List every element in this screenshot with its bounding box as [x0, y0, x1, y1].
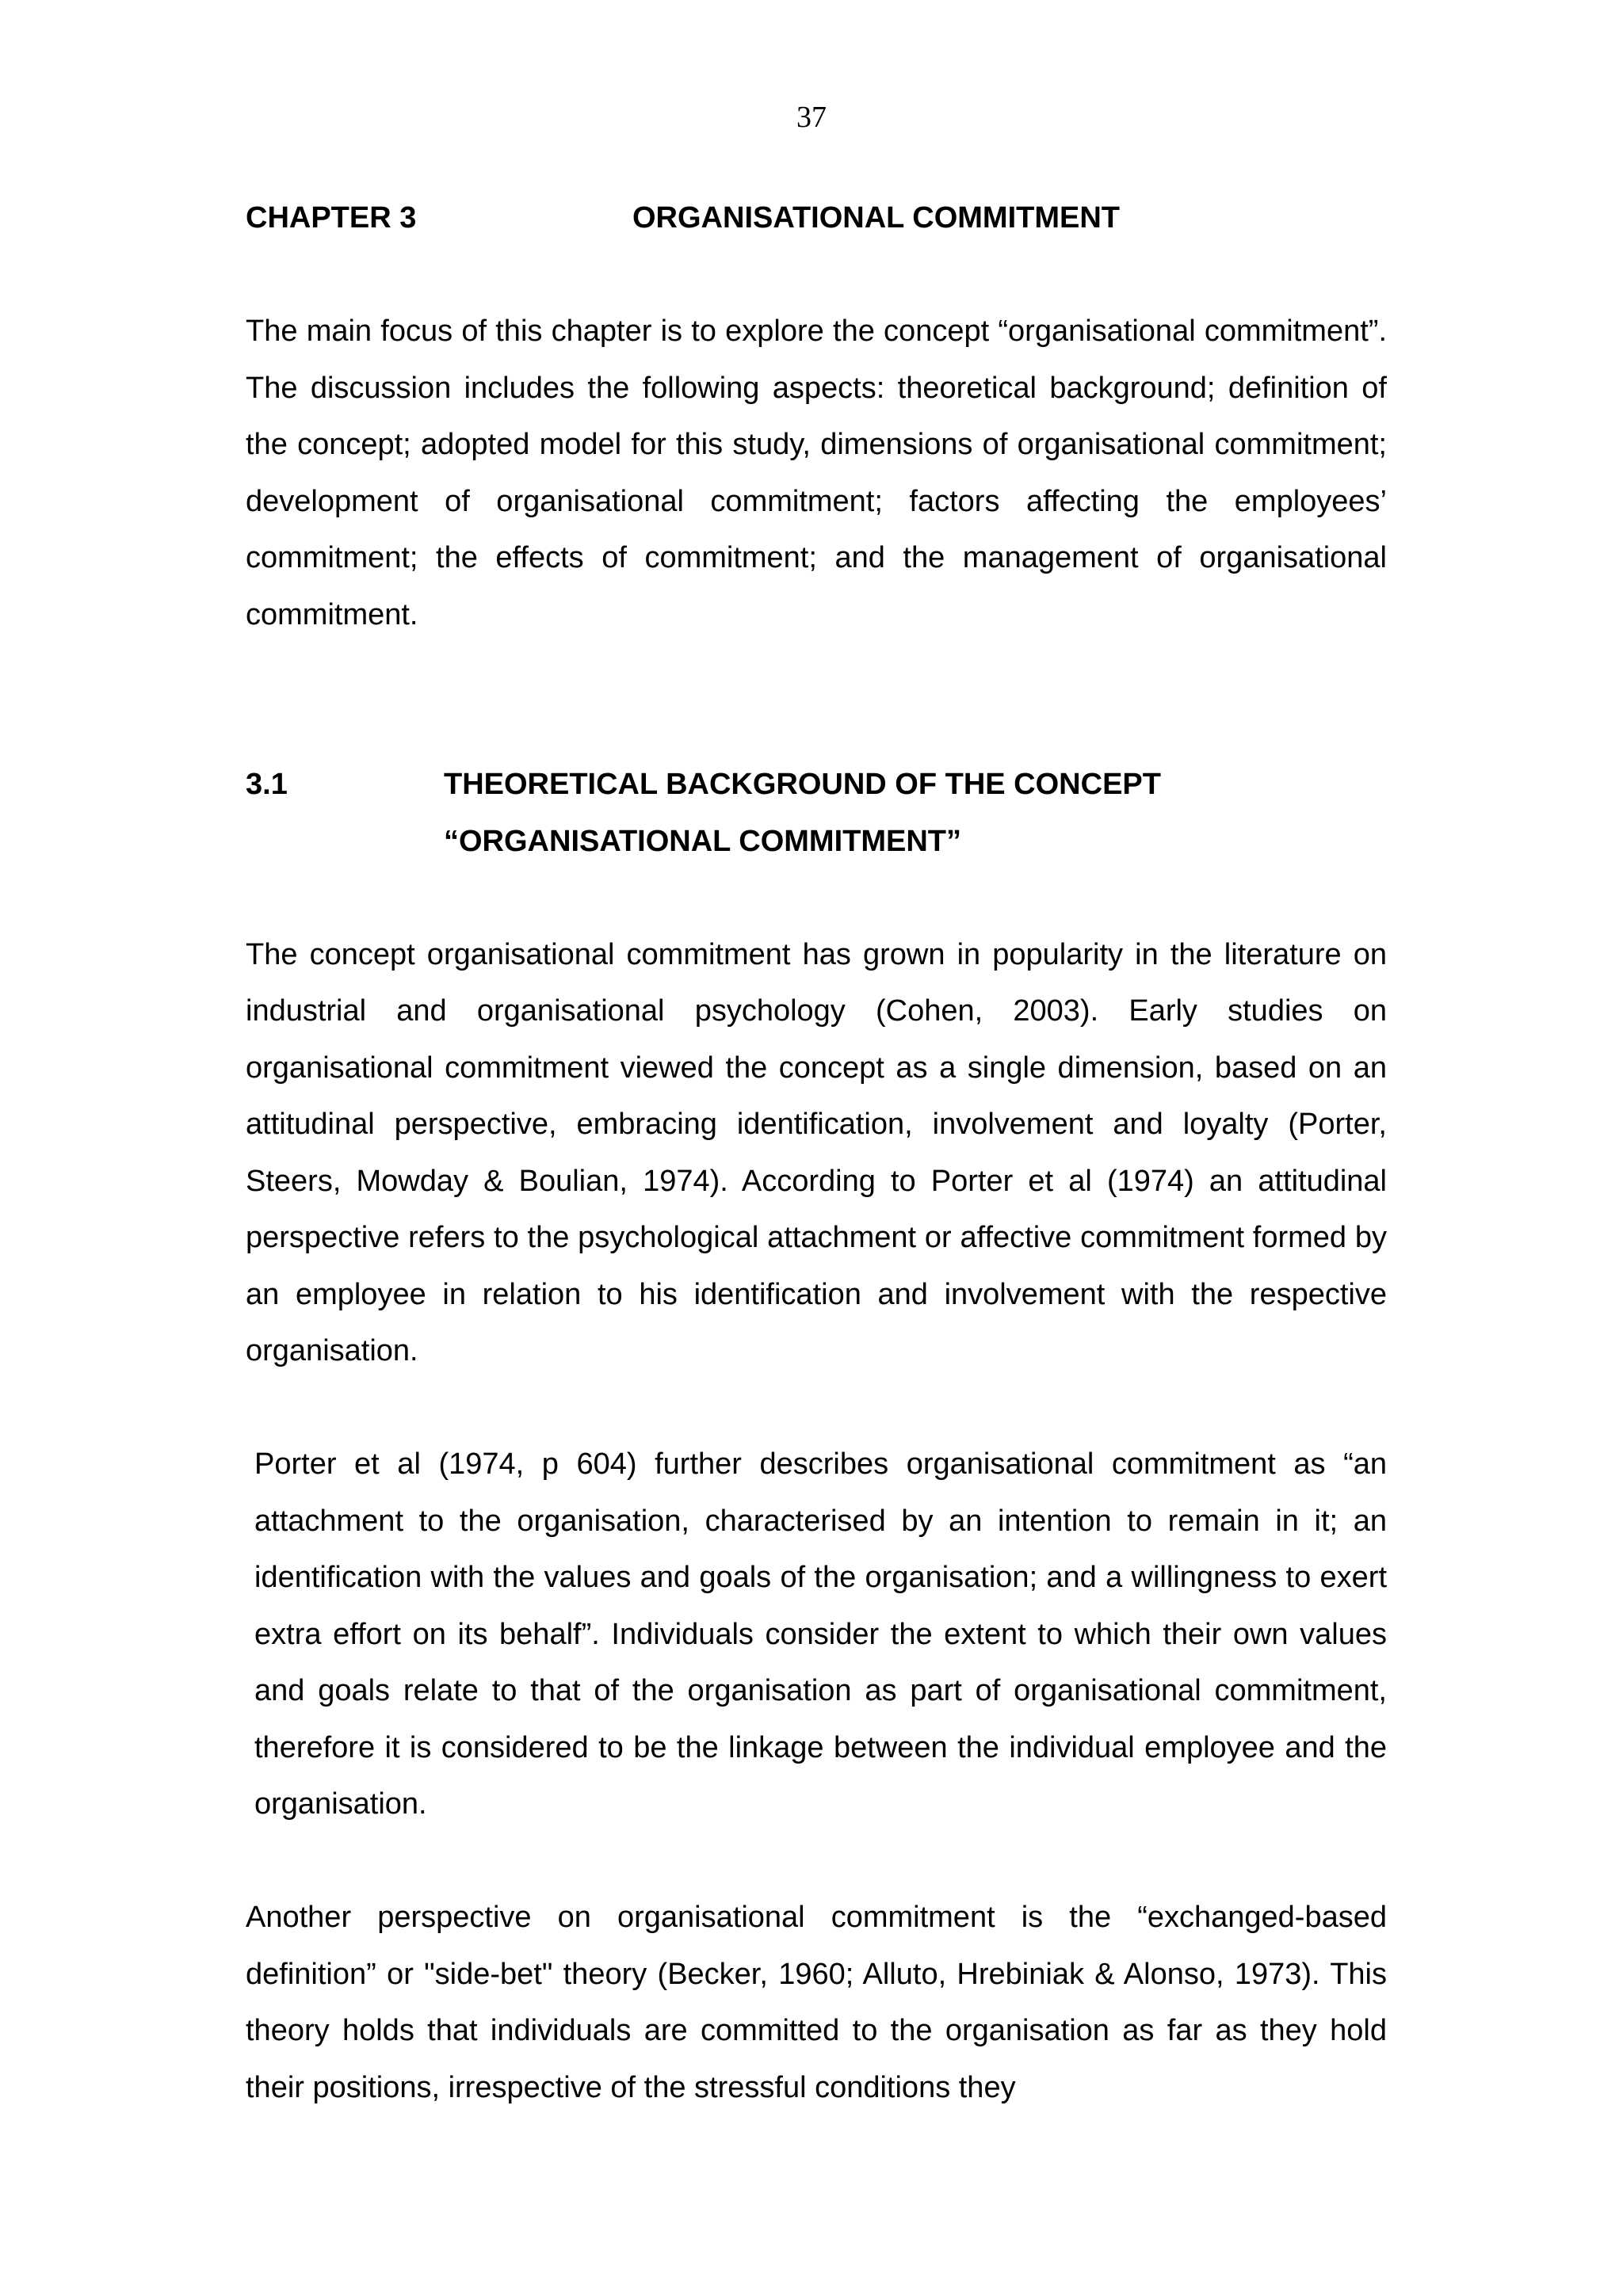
section-heading [246, 757, 1387, 870]
section-title-line-1: THEORETICAL BACKGROUND OF THE CONCEPT [444, 768, 1161, 801]
intro-paragraph: The main focus of this chapter is to explore the concept “organisational commitment”. The discussion includes the following aspects: theoretical background; definition of the concept; adopted model for this study, dimensions of organisational commitment; development of organisational commitment; factors affecting the employees’ commitment; the effects of commitment; and the management of organisational commitment. [246, 315, 1387, 631]
section-number: 3.1 [246, 768, 288, 801]
chapter-title: ORGANISATIONAL COMMITMENT [632, 201, 1120, 235]
page-content [246, 190, 1387, 2116]
body-paragraph-2: Porter et al (1974, p 604) further describes organisational commitment as “an attachment to the organisation, characterised by an intention to remain in it; an identification with the values and goals of the organisation; and a willingness to exert extra effort on its behalf”. Individuals consider the extent to which their own values and goals relate to that of the organisation as part of organisational commitment, therefore it is considered to be the linkage between the individual employee and the organisation. [254, 1447, 1387, 1821]
section-title [444, 757, 1161, 870]
chapter-heading [246, 190, 1387, 247]
page-number: 37 [796, 101, 827, 134]
section-title-line-2: “ORGANISATIONAL COMMITMENT” [444, 824, 961, 858]
chapter-label: CHAPTER 3 [246, 201, 417, 235]
body-paragraph-1: The concept organisational commitment has grown in popularity in the literature on industrial and organisational psychology (Cohen, 2003). Early studies on organisational commitment viewed the concept as a single dimension, based on an attitudinal perspective, embracing identification, involvement and loyalty (Porter, Steers, Mowday & Boulian, 1974). According to Porter et al (1974) an attitudinal perspective refers to the psychological attachment or affective commitment formed by an employee in relation to his identification and involvement with the respective organisation. [246, 937, 1387, 1367]
body-paragraph-3: Another perspective on organisational commitment is the “exchanged-based definition” or "side-bet" theory (Becker, 1960; Alluto, Hrebiniak & Alonso, 1973). This theory holds that individuals are committed to the organisation as far as they hold their positions, irrespective of the stressful conditions they [246, 1901, 1387, 2104]
